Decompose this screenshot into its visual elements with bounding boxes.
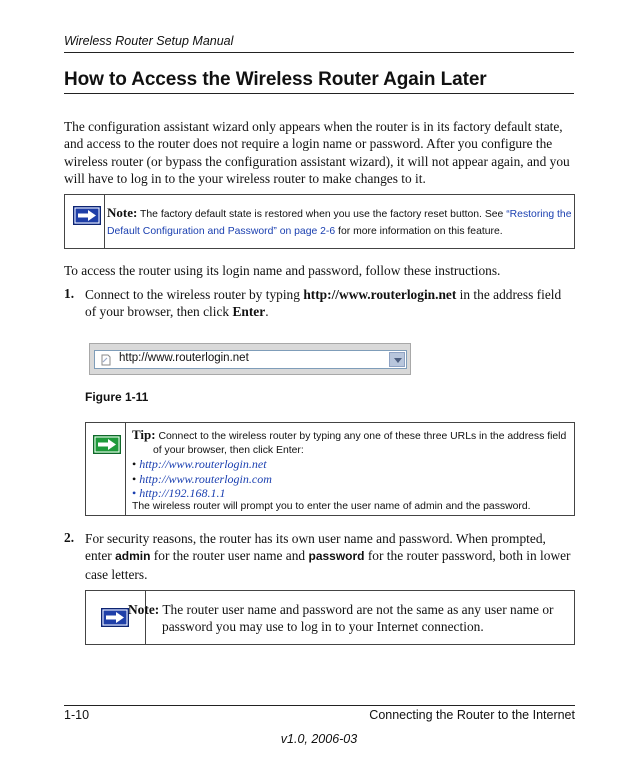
default-password: password <box>308 549 365 564</box>
tip-line-1-text: Connect to the wireless router by typing any one of these three URLs in the address field <box>155 431 567 442</box>
step-2-text <box>85 530 575 583</box>
section-heading: How to Access the Wireless Router Again Later <box>64 69 487 90</box>
step-1-text-c: . <box>265 304 269 320</box>
tip-label: Tip: <box>132 427 156 442</box>
tip-url-item <box>132 457 267 472</box>
step-2-text-a: For security reasons, the router has its own user name and password. When prompted, enter <box>85 531 546 564</box>
tip-line-1 <box>132 427 566 444</box>
header-divider <box>64 52 574 53</box>
bullet: • <box>132 472 137 486</box>
address-value: http://www.routerlogin.net <box>119 352 249 364</box>
admin-username: admin <box>115 549 151 564</box>
address-input[interactable] <box>94 350 407 369</box>
step-2-text-b: for the router user name and <box>150 548 309 564</box>
note-2-line-2: password you may use to log in to your Internet connection. <box>162 619 484 634</box>
running-header: Wireless Router Setup Manual <box>64 34 234 48</box>
document-version: v1.0, 2006-03 <box>280 732 358 746</box>
step-1-text <box>85 286 575 321</box>
figure-caption: Figure 1-11 <box>85 390 149 404</box>
tip-url-1: http://www.routerlogin.net <box>139 457 267 471</box>
step-1-text-a: Connect to the wireless router by typing <box>85 287 304 302</box>
note-icon-cell <box>65 195 105 248</box>
note-2-line-1: The router user name and password are not the same as any user name or <box>159 602 554 617</box>
bullet: • <box>132 486 137 500</box>
tip-url-item <box>132 472 272 487</box>
footer-divider <box>64 705 575 706</box>
right-arrow-icon <box>73 206 101 225</box>
step-number: 2. <box>64 530 75 545</box>
note-text-before: The factory default state is restored when you use the factory reset button. See <box>137 209 507 220</box>
bullet: • <box>132 457 137 471</box>
note-2-text <box>128 601 568 618</box>
note-box <box>85 590 575 645</box>
note-text <box>107 204 572 240</box>
restoring-defaults-link[interactable]: “Restoring the Default Configuration and Password” on page 2-6 <box>107 209 572 237</box>
router-login-url: http://www.routerlogin.net <box>303 287 457 302</box>
page-number: 1-10 <box>64 708 90 722</box>
chevron-down-icon[interactable] <box>389 352 405 367</box>
note-label: Note: <box>128 602 160 617</box>
browser-address-bar <box>89 343 411 375</box>
heading-divider <box>64 93 574 94</box>
right-arrow-icon <box>101 608 129 627</box>
access-instructions: To access the router using its login name and password, follow these instructions. <box>64 263 501 278</box>
tip-line-2: of your browser, then click Enter: <box>153 445 304 456</box>
page-icon <box>100 354 112 366</box>
tip-box <box>85 422 575 516</box>
step-number: 1. <box>64 286 75 301</box>
chapter-title: Connecting the Router to the Internet <box>369 708 575 722</box>
intro-paragraph: The configuration assistant wizard only appears when the router is in its factory default state, and access to the router does not require a login name or password. After you configure the wireless router (or bypass the configuration assistant wizard), it will not appear again, and you will have to log in to the your wireless router to make changes to it. <box>64 119 570 187</box>
step-1-text-b: in the address field of your browser, then click <box>85 287 562 320</box>
enter-key-label: Enter <box>232 304 266 320</box>
tip-url-2: http://www.routerlogin.com <box>139 472 272 486</box>
right-arrow-icon <box>93 435 121 454</box>
note-box <box>64 194 575 249</box>
note-text-after: for more information on this feature. <box>335 226 503 237</box>
tip-url-3: http://192.168.1.1 <box>139 486 226 500</box>
tip-icon-cell <box>86 423 126 515</box>
step-2-text-c: for the router password, both in lower case letters. <box>85 548 571 582</box>
tip-footer: The wireless router will prompt you to enter the user name of admin and the password. <box>132 501 531 512</box>
note-label: Note: <box>107 205 138 220</box>
